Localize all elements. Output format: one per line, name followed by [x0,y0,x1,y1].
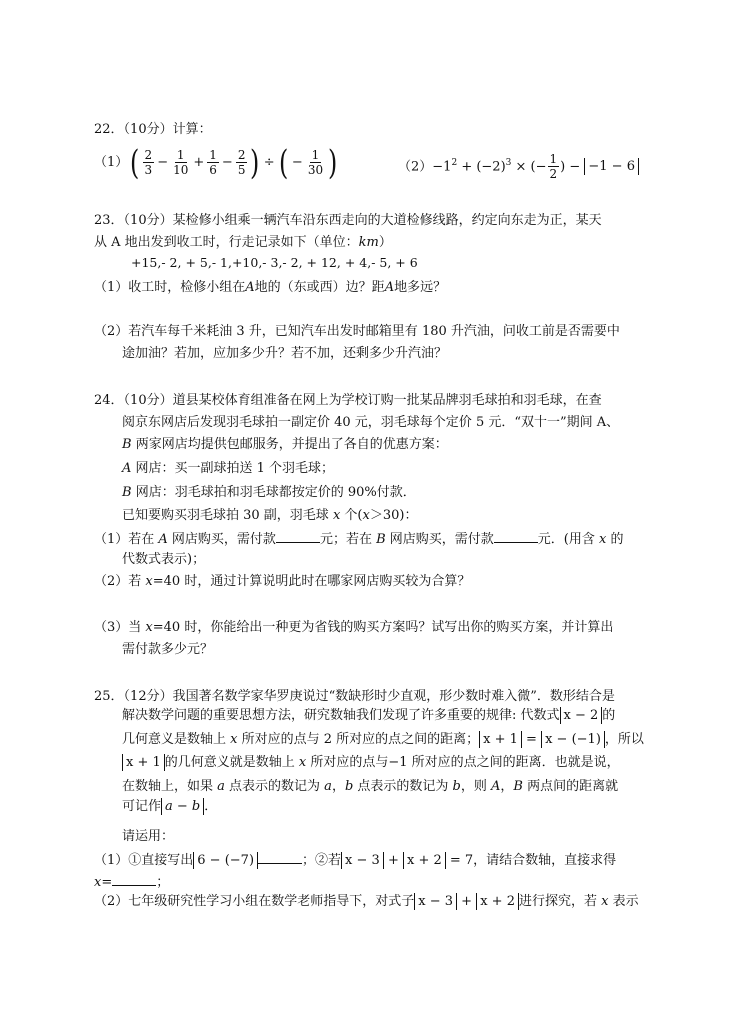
q25-line5: 在数轴上，如果 a 点表示的数记为 a，b 点表示的数记为 b，则 A，B 两点间的距离就 [122,779,619,794]
q23-part1: （1）收工时，检修小组在A地的（东或西）边？距A地多远？ [94,280,447,295]
q25-use: 请运用： [122,829,175,844]
q24-line5: B 网店：羽毛球拍和羽毛球都按定价的 90%付款． [122,485,416,500]
q22-p1-label: （1） [94,155,129,170]
absolute-value: x − 2 [560,707,603,724]
q24-line4: A 网店：买一副球拍送 1 个羽毛球； [122,461,335,476]
fraction: $\frac{1}{2}$ [549,152,558,182]
answer-blank[interactable] [276,529,320,543]
paren-open: ( [278,142,288,183]
absolute-value: x − (−1) [541,731,605,748]
answer-blank[interactable] [494,529,538,543]
q23-part2-line2: 途加油？若加，应加多少升？若不加，还剩多少升汽油？ [122,346,448,361]
absolute-value: 6 − (−7) [193,852,258,869]
absolute-value: x + 1 [122,754,165,771]
q22-part2: $(2)-1^2 + (-2)^3$ × (− $\frac{1}{2}$ ) − −1 − 6 [398,143,639,187]
absolute-value: x + 2 [476,893,519,910]
q24-line6: 已知要购买羽毛球拍 30 副，羽毛球 x 个(x＞30)： [122,508,418,523]
q25-part1: （1）①直接写出 6 − (−7) ；②若 x − 3 + x + 2 = 7，请结合数轴，直接求得 [94,850,616,870]
paren-open: ( [130,142,140,183]
fraction: $\frac{1}{10}$ [173,148,189,177]
q24-line2: 阅京东网店后发现羽毛球拍一副定价 40 元，羽毛球每个定价 5 元．“双十一”期间 A、 [122,415,620,430]
q25-line2: 解决数学问题的重要思想方法，研究数轴我们发现了许多重要的规律: 代数式 x − 2 的 [122,708,616,723]
absolute-value: x + 2 [403,852,446,869]
q24-part2: （2）若 x=40 时，通过计算说明此时在哪家网店购买较为合算？ [94,574,471,589]
q25-part1-line2: x= ； [94,872,169,892]
q23-part2-line1: （2）若汽车每千米耗油 3 升，已知汽车出发时邮箱里有 180 升汽油，问收工前是否需要中 [94,324,620,339]
q24-part3-line2: 需付款多少元？ [122,642,214,657]
paren-close: ) [250,142,260,183]
answer-blank[interactable] [112,872,156,886]
paren-close: ) [328,142,338,183]
q23-line2: 从 A 地出发到收工时，行走记录如下（单位：km） [94,235,392,250]
q24-line3: B 两家网店均提供包邮服务，并提出了各自的优惠方案： [122,437,448,452]
absolute-value: x + 1 [479,731,522,748]
q22-header-text: 22．（10分）计算： [94,122,212,137]
absolute-value: x − 3 [414,893,457,910]
q22-p2-label: （2） [398,159,433,175]
q24-part1: （1）若在 A 网店购买，需付款 元；若在 B 网店购买，需付款 元．(用含 x 的 [94,529,623,549]
q22-part1: （1）( $\frac{2}{3}$ − $\frac{1}{10}$ + $\frac{1}{6}$ − $\frac{2}{5}$ ) ÷ ( − $\frac{1}{30}$ ) [94,142,338,183]
answer-blank[interactable] [258,850,302,864]
absolute-value: a − b [161,798,204,815]
q23-records: +15,- 2, + 5,- 1,+10,- 3,- 2, + 12, + 4,- 5, + 6 [131,255,418,270]
q24-part3: （3）当 x=40 时，你能给出一种更为省钱的购买方案吗？试写出你的购买方案，并计算出 [94,620,614,635]
q25-line1: 25．（12分）我国著名数学家华罗庚说过“数缺形时少直观，形少数时难入微”．数形结合是 [94,689,615,704]
q25-line3: 几何意义是数轴上 x 所对应的点与 2 所对应的点之间的距离； x + 1 = x − (−1) ，所以 [122,732,644,747]
q22-header [94,121,212,139]
absolute-value: x − 3 [341,852,384,869]
q25-line4: x + 1 的几何意义就是数轴上 x 所对应的点与−1 所对应的点之间的距离．也就是说， [122,754,620,772]
q25-part2: （2）七年级研究性学习小组在数学老师指导下，对式子 x − 3 + x + 2 进行探究，若 x 表示 [94,894,639,909]
q25-line6: 可记作 a − b ． [122,799,218,814]
fraction: $\frac{1}{30}$ [307,148,324,177]
fraction: $\frac{2}{5}$ [237,148,246,177]
absolute-value: −1 − 6 [584,158,639,175]
q24-part1-line2: 代数式表示)； [122,552,206,567]
fraction: $\frac{2}{3}$ [144,148,153,177]
fraction: $\frac{1}{6}$ [209,148,217,177]
q23-line1: 23．（10分）某检修小组乘一辆汽车沿东西走向的大道检修线路，约定向东走为正，某天 [94,213,602,228]
q24-line1: 24．（10分）道县某校体育组准备在网上为学校订购一批某品牌羽毛球拍和羽毛球，在查 [94,393,602,408]
